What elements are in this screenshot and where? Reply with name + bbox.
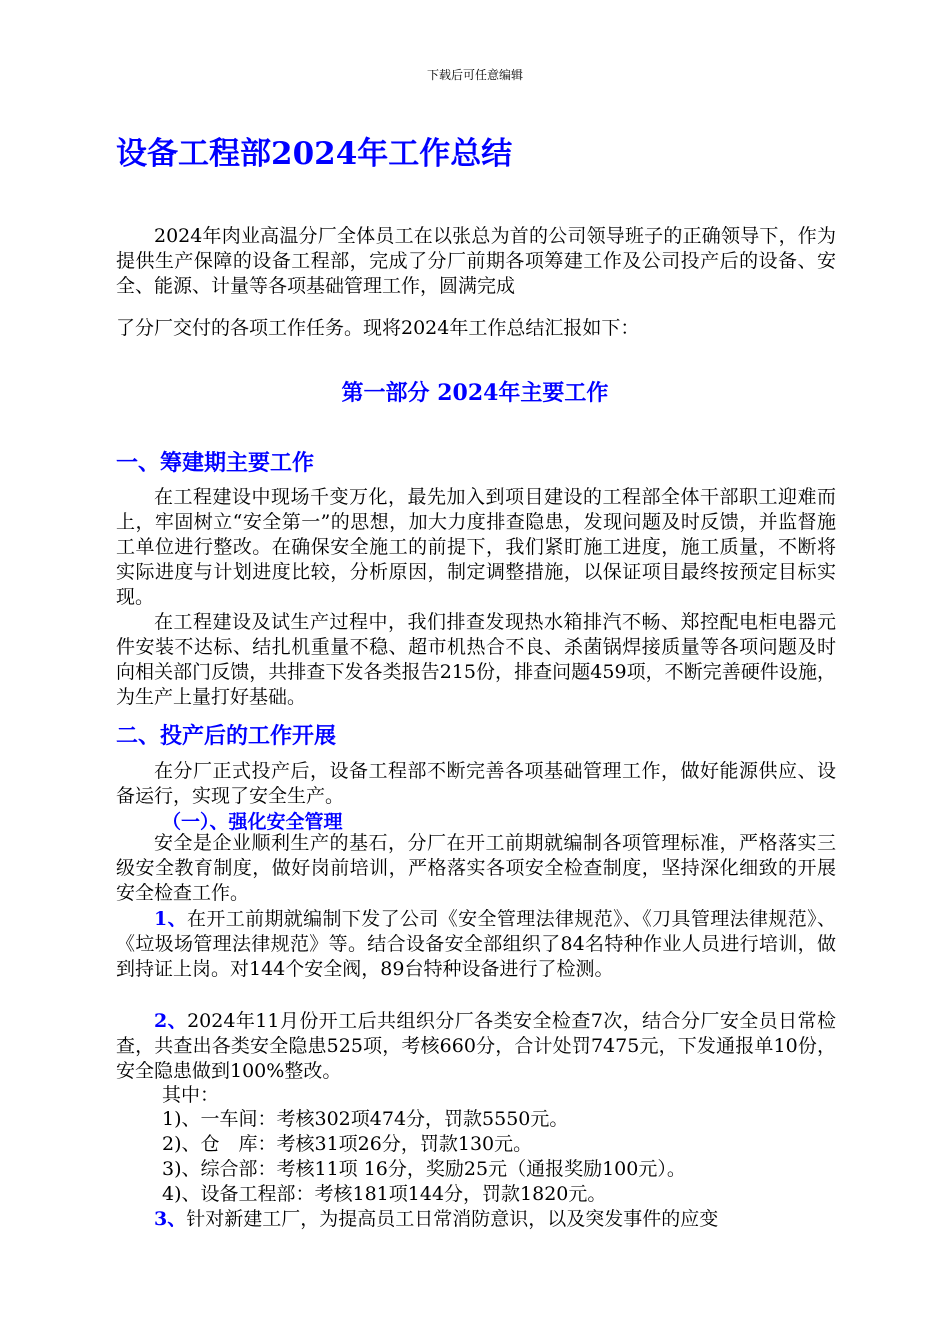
section1-paragraph-1: 在工程建设中现场千变万化，最先加入到项目建设的工程部全体干部职工迎难而上，牢固树立“安全第一”的思想，加大力度排查隐患，发现问题及时反馈，并监督施工单位进行整改。在确保安全施工的前提下，我们紧盯施工进度，施工质量，不断将实际进度与计划进度比较，分析原因，制定调整措施，以保证项目最终按预定目标实现。 bbox=[116, 486, 836, 608]
safety-paragraph: 安全是企业顺利生产的基石，分厂在开工前期就编制各项管理标准，严格落实三级安全教育制度，做好岗前培训，严格落实各项安全检查制度，坚持深化细致的开展安全检查工作。 bbox=[116, 832, 836, 904]
among-label: 其中： bbox=[162, 1084, 220, 1106]
section1-paragraph-2: 在工程建设及试生产过程中，我们排查发现热水箱排汽不畅、郑控配电柜电器元件安装不达标、结扎机重量不稳、超市机热合不良、杀菌锅焊接质量等各项问题及时向相关部门反馈，共排查下发各类报告215份，排查问题459项，不断完善硬件设施，为生产上量打好基础。 bbox=[116, 611, 836, 708]
item-text: 针对新建工厂，为提高员工日常消防意识，以及突发事件的应变 bbox=[186, 1208, 719, 1230]
safety-item-3 bbox=[116, 1207, 836, 1232]
section2-paragraph-1: 在分厂正式投产后，设备工程部不断完善各项基础管理工作，做好能源供应、设备运行，实现了安全生产。 bbox=[116, 760, 836, 807]
item-number: 3、 bbox=[154, 1208, 187, 1230]
intro-paragraph: 2024年肉业高温分厂全体员工在以张总为首的公司领导班子的正确领导下，作为提供生产保障的设备工程部，完成了分厂前期各项筹建工作及公司投产后的设备、安全、能源、计量等各项基础管理工作，圆满完成 bbox=[116, 225, 836, 297]
item-text: 2024年11月份开工后共组织分厂各类安全检查7次，结合分厂安全员日常检查，共查出各类安全隐患525项，考核660分，合计处罚7475元，下发通报单10份，安全隐患做到100%整改。 bbox=[116, 1010, 836, 1082]
intro-paragraph-end: 了分厂交付的各项工作任务。现将2024年工作总结汇报如下： bbox=[116, 317, 640, 339]
subsection-heading-safety: （一）、强化安全管理 bbox=[162, 811, 343, 833]
part-title: 第一部分 2024年主要工作 bbox=[341, 380, 609, 406]
list-item: 4)、设备工程部：考核181项144分，罚款1820元。 bbox=[162, 1183, 607, 1205]
safety-item-1 bbox=[116, 907, 836, 982]
list-item: 1)、一车间：考核302项474分，罚款5550元。 bbox=[162, 1108, 569, 1130]
section-heading-2: 二、投产后的工作开展 bbox=[116, 723, 337, 749]
list-item: 3)、综合部：考核11项 16分，奖励25元（通报奖励100元）。 bbox=[162, 1158, 686, 1180]
section-heading-1: 一、筹建期主要工作 bbox=[116, 450, 315, 476]
item-number: 2、 bbox=[154, 1010, 188, 1032]
item-number: 1、 bbox=[154, 908, 187, 930]
page-header-note: 下载后可任意编辑 bbox=[426, 68, 523, 82]
list-item: 2)、仓 库：考核31项26分，罚款130元。 bbox=[162, 1133, 533, 1155]
item-text: 在开工前期就编制下发了公司《安全管理法律规范》、《刀具管理法律规范》、《垃圾场管理法律规范》等。结合设备安全部组织了84名特种作业人员进行培训，做到持证上岗。对144个安全阀，89台特种设备进行了检测。 bbox=[116, 908, 836, 980]
safety-item-2 bbox=[116, 1009, 836, 1084]
document-title: 设备工程部2024年工作总结 bbox=[116, 136, 513, 172]
